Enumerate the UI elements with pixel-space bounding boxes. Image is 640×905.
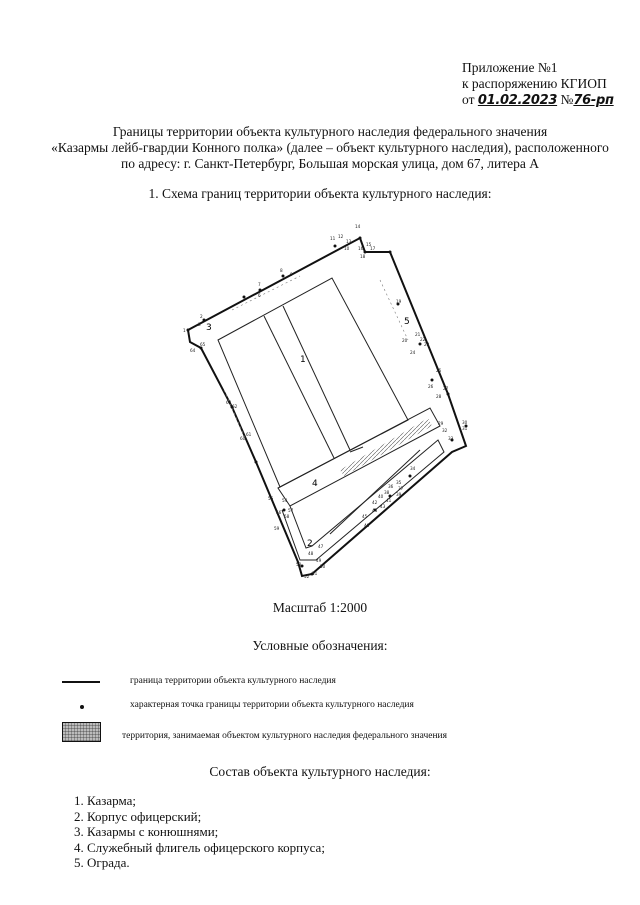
legend-heading: Условные обозначения: — [252, 638, 388, 653]
svg-text:31: 31 — [462, 426, 468, 431]
building-label: 2 — [307, 539, 313, 549]
legend-line-symbol — [62, 681, 100, 683]
list-item: 3. Казармы с конюшнями; — [74, 824, 219, 839]
svg-text:11: 11 — [330, 236, 336, 241]
svg-text:47: 47 — [318, 544, 324, 549]
svg-text:40: 40 — [378, 494, 384, 499]
svg-text:14: 14 — [355, 224, 361, 229]
svg-text:29: 29 — [438, 421, 444, 426]
svg-text:16: 16 — [358, 246, 364, 251]
building-4-hatch — [340, 418, 432, 476]
svg-text:54: 54 — [282, 498, 288, 503]
svg-text:63: 63 — [226, 400, 232, 405]
svg-text:64: 64 — [190, 348, 196, 353]
svg-text:37: 37 — [398, 486, 404, 491]
title-line1: Границы территории объекта культурного наследия федерального значения — [112, 124, 548, 139]
svg-text:53: 53 — [296, 562, 302, 567]
legend-item-point: характерная точка границы территории объекта культурного наследия — [130, 700, 414, 710]
number-prefix: № — [560, 92, 574, 107]
annex-line2: к распоряжению КГИОП — [462, 76, 607, 91]
svg-text:49: 49 — [316, 558, 322, 563]
list-item: 1. Казарма; — [74, 793, 136, 808]
svg-text:24: 24 — [410, 350, 416, 355]
svg-text:48: 48 — [308, 551, 314, 556]
svg-text:34: 34 — [410, 466, 416, 471]
date-prefix: от — [462, 92, 475, 107]
legend-territory-symbol — [62, 722, 101, 742]
title-line3: по адресу: г. Санкт-Петербург, Большая морская улица, дом 67, литера А — [120, 156, 540, 171]
svg-text:38: 38 — [384, 490, 390, 495]
svg-text:26: 26 — [428, 384, 434, 389]
building-label: 3 — [206, 323, 212, 333]
point-labels — [183, 224, 468, 579]
building-label: 1 — [300, 355, 306, 365]
svg-text:60: 60 — [240, 436, 246, 441]
svg-text:6: 6 — [258, 293, 261, 298]
list-item: 2. Корпус офицерский; — [74, 808, 202, 824]
svg-text:61: 61 — [246, 432, 252, 437]
svg-text:1: 1 — [183, 328, 186, 333]
svg-text:9: 9 — [290, 272, 293, 277]
annex-line1: Приложение №1 — [462, 60, 558, 75]
legend-item-boundary: граница территории объекта культурного наследия — [130, 676, 336, 686]
svg-text:52: 52 — [304, 574, 310, 579]
svg-text:17: 17 — [370, 246, 376, 251]
svg-text:44: 44 — [372, 508, 378, 513]
svg-text:12: 12 — [338, 234, 344, 239]
list-item: 4. Служебный флигель офицерского корпуса; — [74, 839, 325, 855]
svg-text:51: 51 — [312, 571, 318, 576]
section1-heading: 1. Схема границ территории объекта культурного наследия: — [148, 186, 492, 201]
svg-text:22: 22 — [420, 337, 426, 342]
list-item: 5. Ограда. — [74, 855, 130, 870]
legend-point-symbol — [80, 705, 84, 709]
svg-text:32: 32 — [442, 428, 448, 433]
svg-text:19: 19 — [396, 299, 402, 304]
building-1-inner-line — [283, 306, 350, 450]
annex-date: 01.02.2023 — [477, 93, 558, 108]
svg-text:3: 3 — [198, 322, 201, 327]
composition-heading: Состав объекта культурного наследия: — [209, 764, 431, 779]
legend-item-territory: территория, занимаемая объектом культурного наследия федерального значения — [122, 731, 447, 741]
svg-text:15: 15 — [366, 242, 372, 247]
svg-text:59: 59 — [274, 526, 280, 531]
svg-text:41: 41 — [386, 498, 392, 503]
svg-text:18: 18 — [360, 254, 366, 259]
svg-text:57: 57 — [288, 508, 294, 513]
svg-text:8: 8 — [280, 268, 283, 273]
map-dim-line — [232, 276, 300, 310]
svg-text:23: 23 — [424, 342, 430, 347]
svg-text:50: 50 — [320, 564, 326, 569]
svg-text:33: 33 — [448, 436, 454, 441]
building-4-outline — [278, 408, 440, 506]
svg-text:45: 45 — [362, 514, 368, 519]
svg-text:35: 35 — [396, 480, 402, 485]
svg-text:21: 21 — [415, 332, 421, 337]
svg-text:43: 43 — [380, 504, 386, 509]
map-dim-line — [380, 280, 408, 340]
svg-text:27: 27 — [443, 386, 449, 391]
title-line2: «Казармы лейб-гвардии Конного полка» (далее – объект культурного наследия), расположенного — [51, 140, 609, 155]
svg-text:46: 46 — [364, 523, 370, 528]
building-label: 5 — [404, 317, 410, 327]
svg-text:20: 20 — [402, 338, 408, 343]
svg-text:62: 62 — [232, 404, 238, 409]
building-label: 4 — [312, 479, 318, 489]
svg-text:10: 10 — [344, 246, 350, 251]
svg-text:58: 58 — [284, 514, 290, 519]
svg-text:65: 65 — [200, 342, 206, 347]
svg-text:13: 13 — [346, 239, 352, 244]
svg-text:56: 56 — [276, 510, 282, 515]
territory-boundary — [188, 238, 466, 576]
map-scale: Масштаб 1:2000 — [272, 600, 368, 615]
svg-text:2: 2 — [200, 314, 203, 319]
svg-text:36: 36 — [388, 484, 394, 489]
svg-text:30: 30 — [462, 420, 468, 425]
svg-text:42: 42 — [372, 500, 378, 505]
composition-list — [74, 793, 325, 871]
building-1-inner-line — [264, 316, 334, 458]
svg-text:25: 25 — [436, 368, 442, 373]
boundary-points — [187, 237, 468, 576]
svg-text:55: 55 — [268, 496, 274, 501]
annex-number: 76-рп — [573, 93, 614, 108]
svg-text:28: 28 — [436, 394, 442, 399]
svg-text:39: 39 — [396, 492, 402, 497]
svg-text:7: 7 — [258, 282, 261, 287]
